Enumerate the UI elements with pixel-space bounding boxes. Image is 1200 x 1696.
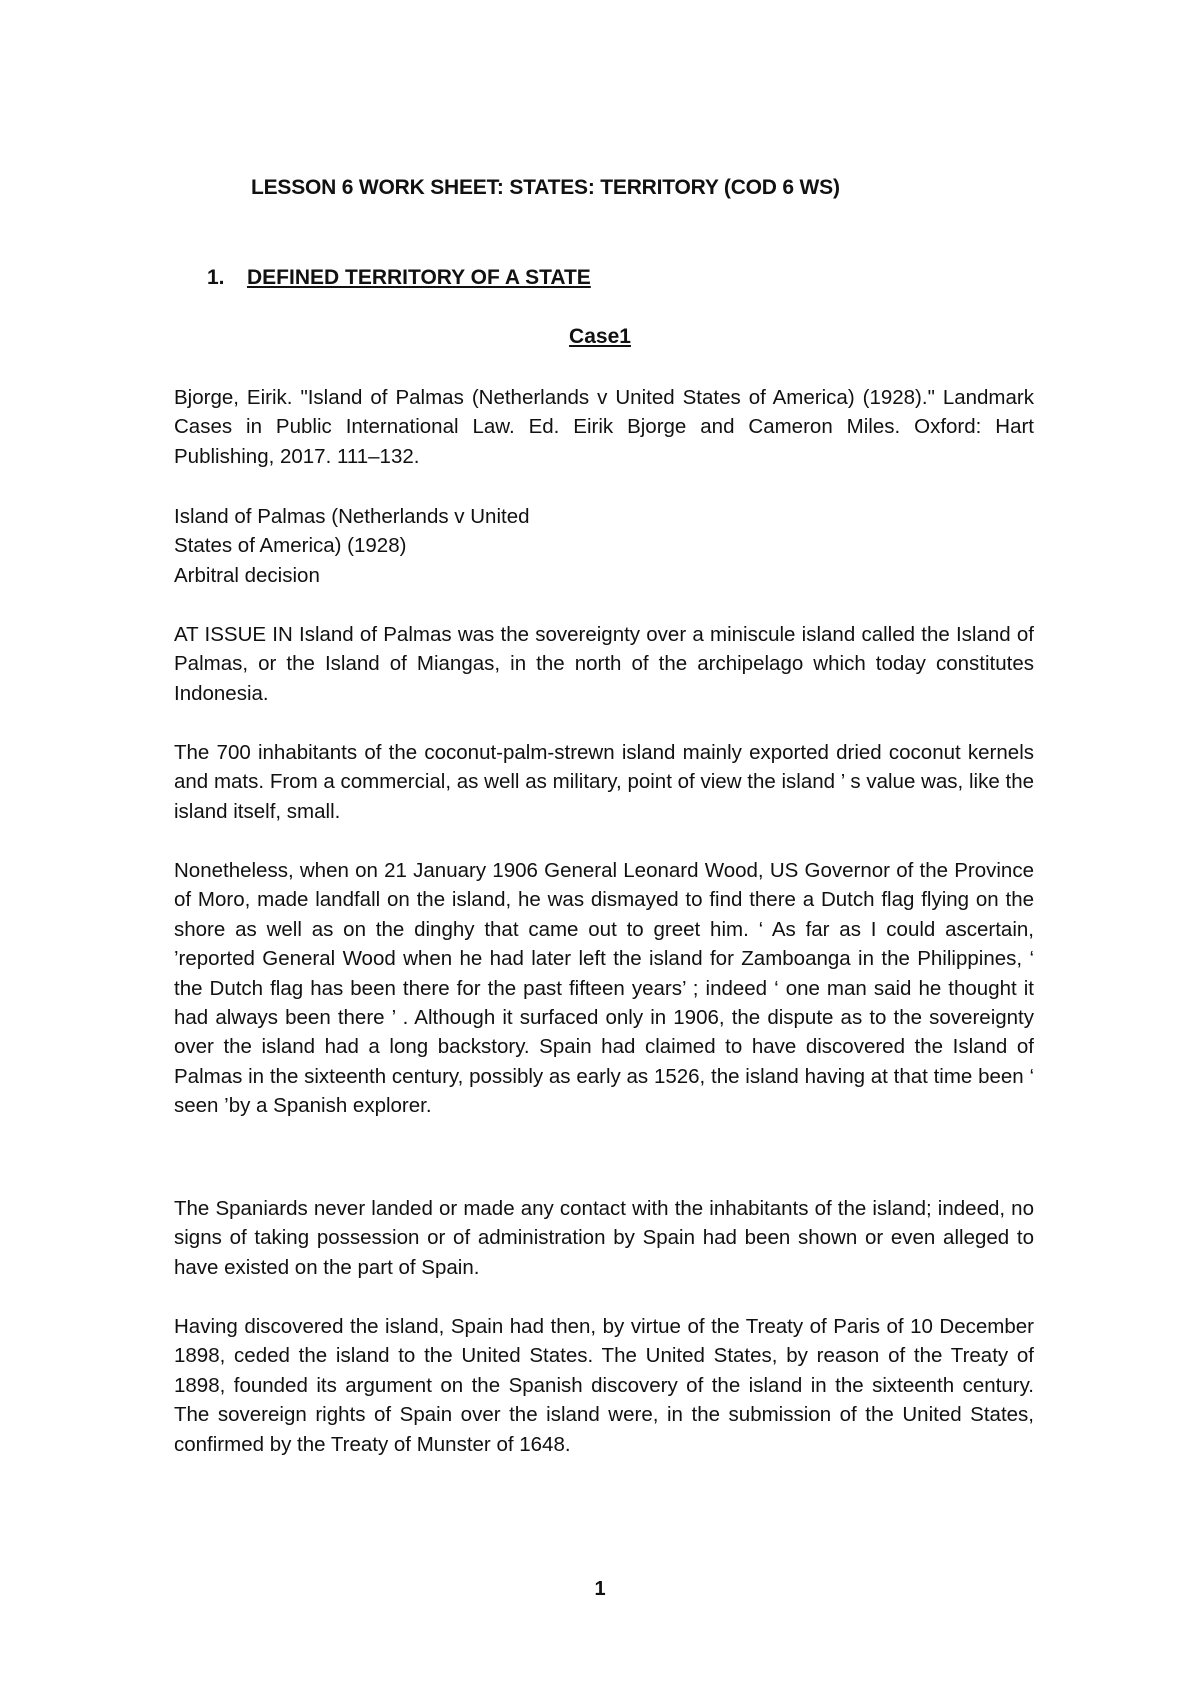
page-number: 1 — [594, 1578, 606, 1600]
body-paragraph-3: Nonetheless, when on 21 January 1906 General Leonard Wood, US Governor of the Province of Moro, made landfall on the island, he was dismayed to find there a Dutch flag flying on the shore as well as on the dinghy that came out to greet him. ‘ As far as I could ascertain, ’reported General Wood when he had later left the island for Zamboanga in the Philippines, ‘ the Dutch flag has been there for the past fifteen years’ ; indeed ‘ one man said he thought it had always been there ’ . Although it surfaced only in 1906, the dispute as to the sovereignty over the island had a long backstory. Spain had claimed to have discovered the Island of Palmas in the sixteenth century, possibly as early as 1526, the island having at that time been ‘ seen ’by a Spanish explorer. — [174, 859, 1034, 1118]
body-paragraph-5: Having discovered the island, Spain had then, by virtue of the Treaty of Paris of 10 December 1898, ceded the island to the United States. The United States, by reason of the Treaty of 1898, founded its argument on the Spanish discovery of the island in the sixteenth century. The sovereign rights of Spain over the island were, in the submission of the United States, confirmed by the Treaty of Munster of 1648. — [174, 1315, 1034, 1456]
body-paragraph-1: AT ISSUE IN Island of Palmas was the sovereignty over a miniscule island called the Island of Palmas, or the Island of Miangas, in the north of the archipelago which today constitutes Indonesia. — [174, 623, 1034, 705]
case-label: Case1 — [569, 325, 631, 348]
section-heading — [207, 266, 591, 290]
body-paragraph-4: The Spaniards never landed or made any contact with the inhabitants of the island; indeed, no signs of taking possession or of administration by Spain had been shown or even alleged to have existed on the part of Spain. — [174, 1197, 1034, 1279]
citation-paragraph: Bjorge, Eirik. "Island of Palmas (Netherlands v United States of America) (1928)." Landmark Cases in Public International Law. Ed. Eirik Bjorge and Cameron Miles. Oxford: Hart Publishing, 2017. 111–132. — [174, 386, 1034, 468]
case-name-block — [174, 502, 1034, 590]
section-title: DEFINED TERRITORY OF A STATE — [247, 266, 591, 289]
case-name-line: States of America) (1928) — [174, 534, 407, 558]
section-number: 1. — [207, 266, 225, 289]
decision-type: Arbitral decision — [174, 563, 320, 587]
case-name-line: Island of Palmas (Netherlands v United — [174, 505, 530, 528]
worksheet-title: LESSON 6 WORK SHEET: STATES: TERRITORY (COD 6 WS) — [251, 176, 840, 199]
body-paragraph-2: The 700 inhabitants of the coconut-palm-strewn island mainly exported dried coconut kernels and mats. From a commercial, as well as military, point of view the island ’ s value was, like the island itself, small. — [174, 741, 1034, 823]
